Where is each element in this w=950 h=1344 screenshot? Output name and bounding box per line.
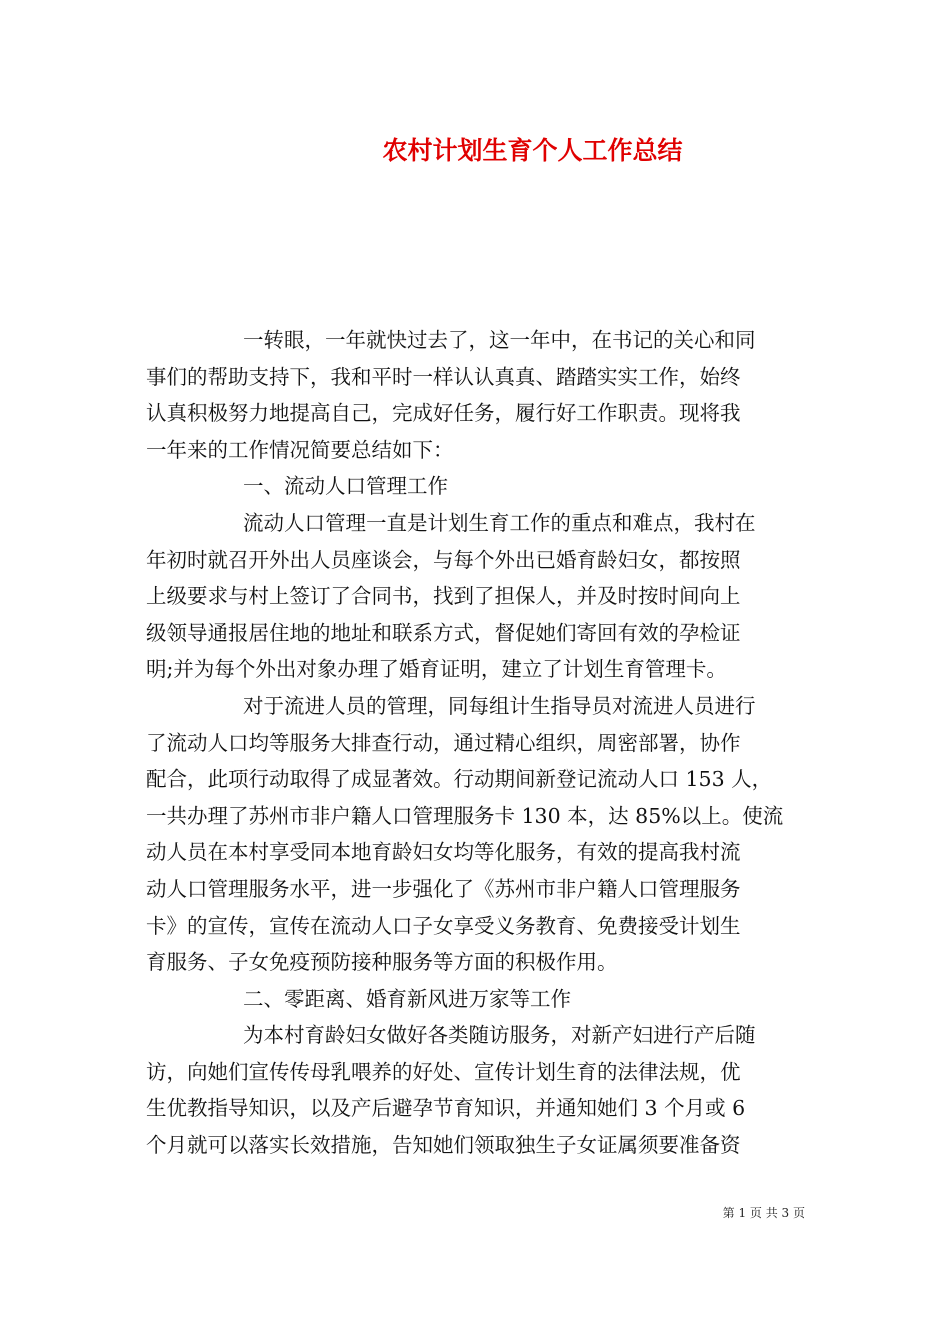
paragraph-line: 一年来的工作情况简要总结如下： (146, 437, 454, 462)
paragraph-line: 明;并为每个外出对象办理了婚育证明，建立了计划生育管理卡。 (146, 657, 727, 682)
paragraph-line: 流动人口管理一直是计划生育工作的重点和难点，我村在 (243, 510, 756, 535)
paragraph-line: 级领导通报居住地的地址和联系方式，督促她们寄回有效的孕检证 (146, 620, 741, 645)
paragraph-line: 配合，此项行动取得了成显著效。行动期间新登记流动人口 153 人， (146, 767, 773, 792)
section-heading: 一、流动人口管理工作 (243, 474, 448, 499)
paragraph-line: 一共办理了苏州市非户籍人口管理服务卡 130 本，达 85%以上。使流 (146, 803, 784, 828)
paragraph-line: 事们的帮助支持下，我和平时一样认认真真、踏踏实实工作，始终 (146, 364, 741, 389)
paragraph-line: 上级要求与村上签订了合同书，找到了担保人，并及时按时间向上 (146, 584, 741, 609)
paragraph-line: 了流动人口均等服务大排查行动，通过精心组织，周密部署，协作 (146, 730, 741, 755)
paragraph-line: 个月就可以落实长效措施，告知她们领取独生子女证属须要准备资 (146, 1133, 741, 1158)
paragraph-line: 动人口管理服务水平，进一步强化了《苏州市非户籍人口管理服务 (146, 876, 741, 901)
paragraph-line: 认真积极努力地提高自己，完成好任务，履行好工作职责。现将我 (146, 401, 741, 426)
paragraph-line: 育服务、子女免疫预防接种服务等方面的积极作用。 (146, 950, 618, 975)
paragraph-line: 动人员在本村享受同本地育龄妇女均等化服务，有效的提高我村流 (146, 840, 741, 865)
paragraph-line: 生优教指导知识，以及产后避孕节育知识，并通知她们 3 个月或 6 (146, 1096, 746, 1121)
paragraph-line: 对于流进人员的管理，同每组计生指导员对流进人员进行 (243, 693, 756, 718)
paragraph-line: 访，向她们宣传传母乳喂养的好处、宣传计划生育的法律法规，优 (146, 1059, 741, 1084)
document-body (146, 322, 810, 1164)
paragraph-line: 为本村育龄妇女做好各类随访服务，对新产妇进行产后随 (243, 1023, 756, 1048)
section-heading: 二、零距离、婚育新风进万家等工作 (243, 986, 571, 1011)
paragraph-line: 年初时就召开外出人员座谈会，与每个外出已婚育龄妇女，都按照 (146, 547, 741, 572)
document-title: 农村计划生育个人工作总结 (382, 136, 683, 165)
paragraph-line: 一转眼，一年就快过去了，这一年中，在书记的关心和同 (243, 328, 756, 352)
page-number-footer: 第 1 页 共 3 页 (722, 1206, 805, 1220)
paragraph-line: 卡》的宣传，宣传在流动人口子女享受义务教育、免费接受计划生 (146, 913, 741, 938)
